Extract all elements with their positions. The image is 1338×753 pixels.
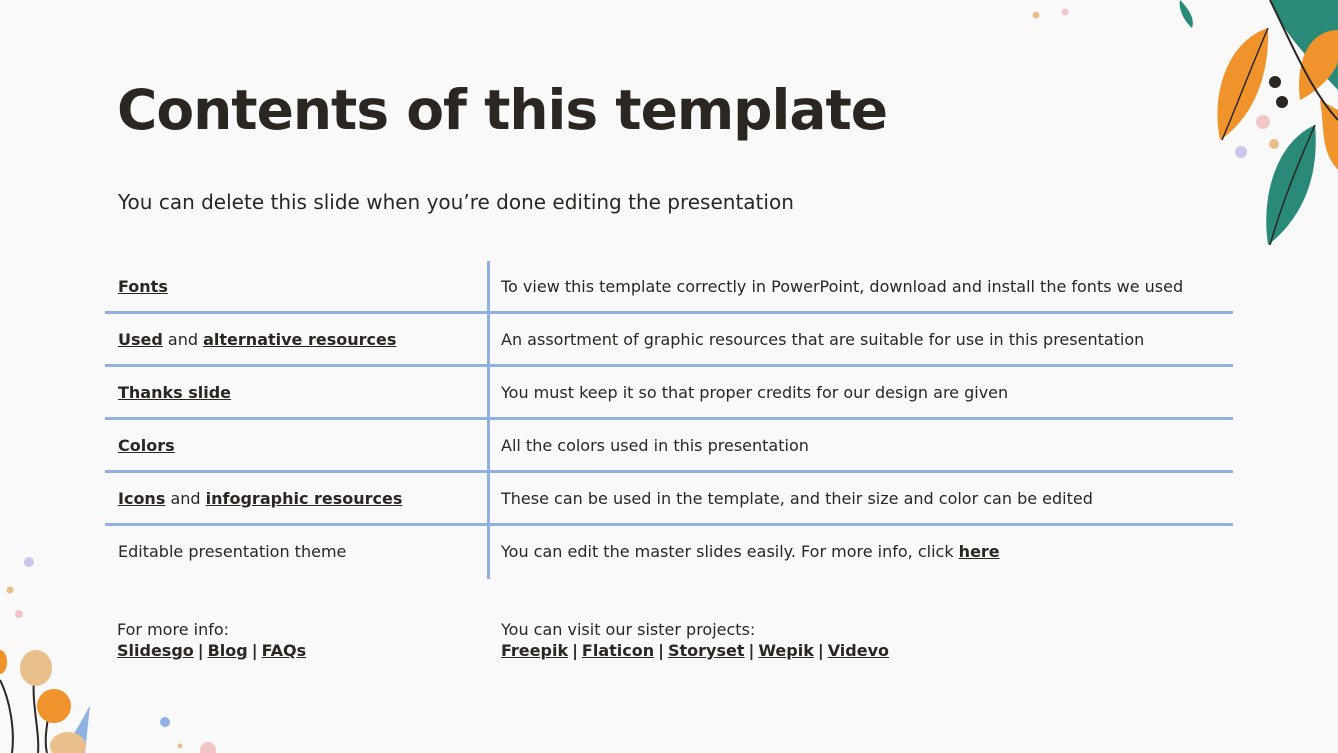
row-label [105, 436, 501, 455]
wepik-link[interactable]: Wepik [758, 641, 814, 660]
used-link[interactable]: Used [118, 329, 163, 349]
table-divider [487, 261, 490, 579]
videvo-link[interactable]: Videvo [827, 641, 890, 660]
colors-link[interactable]: Colors [118, 435, 175, 455]
icons-link[interactable]: Icons [118, 488, 166, 508]
link-separator: | [817, 641, 824, 660]
alternative-resources-link[interactable]: alternative resources [203, 329, 397, 349]
contents-table [105, 261, 1233, 576]
table-row [105, 526, 1233, 576]
table-row [105, 473, 1233, 526]
freepik-link[interactable]: Freepik [501, 641, 569, 660]
row-description: You must keep it so that proper credits for our design are given [501, 382, 1009, 402]
more-info-links [117, 641, 306, 660]
leaf-branch-decoration-icon [1150, 0, 1338, 250]
sister-projects-links [501, 641, 889, 660]
more-info-footer [117, 620, 306, 660]
faqs-link[interactable]: FAQs [261, 641, 307, 660]
table-row [105, 314, 1233, 367]
here-link[interactable]: here [958, 541, 1000, 561]
link-separator: | [658, 641, 664, 660]
thanks-slide-link[interactable]: Thanks slide [118, 382, 232, 402]
row-description-text: You can edit the master slides easily. For more info, click [501, 541, 954, 561]
row-description: To view this template correctly in PowerPoint, download and install the fonts we used [501, 276, 1184, 296]
link-separator: | [572, 641, 578, 660]
page-title: Contents of this template [117, 78, 888, 142]
row-description: An assortment of graphic resources that are suitable for use in this presentation [501, 329, 1145, 349]
link-separator: | [748, 641, 755, 660]
blog-link[interactable]: Blog [207, 641, 248, 660]
row-description: All the colors used in this presentation [501, 435, 809, 455]
row-description: These can be used in the template, and their size and color can be edited [501, 488, 1093, 508]
table-row [105, 420, 1233, 473]
flaticon-link[interactable]: Flaticon [581, 641, 655, 660]
row-label: Editable presentation theme [118, 541, 347, 561]
sister-projects-footer [501, 620, 889, 660]
row-label-joiner: and [170, 488, 201, 508]
storyset-link[interactable]: Storyset [667, 641, 745, 660]
row-label [105, 277, 501, 296]
table-row [105, 261, 1233, 314]
row-label [105, 330, 501, 349]
sister-projects-label: You can visit our sister projects: [501, 620, 756, 639]
slidesgo-link[interactable]: Slidesgo [117, 641, 194, 660]
row-label [105, 383, 501, 402]
row-label [105, 489, 501, 508]
infographic-resources-link[interactable]: infographic resources [205, 488, 403, 508]
dots-decoration-icon [1030, 6, 1075, 22]
link-separator: | [197, 641, 204, 660]
link-separator: | [251, 641, 258, 660]
table-row [105, 367, 1233, 420]
fonts-link[interactable]: Fonts [118, 276, 168, 296]
row-label-joiner: and [167, 329, 199, 349]
page-subtitle: You can delete this slide when you’re done editing the presentation [118, 190, 794, 214]
more-info-label: For more info: [117, 620, 230, 639]
row-description [501, 542, 1000, 561]
